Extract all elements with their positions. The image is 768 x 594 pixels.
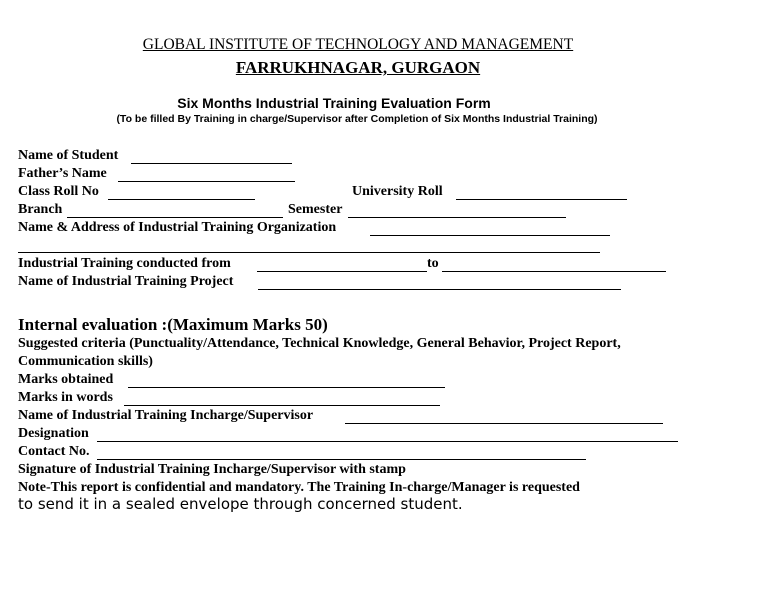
evaluation-heading: Internal evaluation :(Maximum Marks 50) [18,315,328,334]
criteria-text-continued: Communication skills) [18,354,153,369]
marks-words-field[interactable] [124,405,440,406]
class-roll-field[interactable] [108,199,255,200]
marks-obtained-field[interactable] [128,387,445,388]
marks-words-label: Marks in words [18,390,113,405]
conducted-from-field[interactable] [257,271,427,272]
form-title: Six Months Industrial Training Evaluation Form [177,95,491,111]
note-text: Note-This report is confidential and mandatory. The Training In-charge/Manager is requested [18,480,580,495]
criteria-text: Suggested criteria (Punctuality/Attendance, Technical Knowledge, General Behavior, Project Report, [18,336,621,351]
class-roll-label: Class Roll No [18,184,99,199]
project-label: Name of Industrial Training Project [18,274,234,289]
father-name-label: Father’s Name [18,166,107,181]
organization-field-continued[interactable] [18,252,600,253]
organization-label: Name & Address of Industrial Training Organization [18,220,337,235]
note-text-continued: to send it in a sealed envelope through concerned student. [18,495,463,513]
student-name-field[interactable] [131,163,292,164]
student-name-label: Name of Student [18,148,119,163]
conducted-from-label: Industrial Training conducted from [18,256,231,271]
project-field[interactable] [258,289,621,290]
father-name-field[interactable] [118,181,295,182]
institute-location: FARRUKHNAGAR, GURGAON [235,58,481,77]
conducted-to-label: to [427,256,439,271]
form-subtitle: (To be filled By Training in charge/Supervisor after Completion of Six Months Industrial Training) [116,113,598,125]
university-roll-field[interactable] [456,199,627,200]
university-roll-label: University Roll [352,184,443,199]
supervisor-name-field[interactable] [345,423,663,424]
marks-obtained-label: Marks obtained [18,372,114,387]
semester-label: Semester [288,202,343,217]
semester-field[interactable] [348,217,566,218]
contact-label: Contact No. [18,444,90,459]
supervisor-name-label: Name of Industrial Training Incharge/Supervisor [18,408,314,423]
designation-field[interactable] [97,441,678,442]
organization-field[interactable] [370,235,610,236]
institute-name: GLOBAL INSTITUTE OF TECHNOLOGY AND MANAGEMENT [142,36,574,53]
conducted-to-field[interactable] [442,271,666,272]
contact-field[interactable] [97,459,586,460]
signature-label: Signature of Industrial Training Incharge/Supervisor with stamp [18,462,406,477]
branch-field[interactable] [67,217,283,218]
branch-label: Branch [18,202,63,217]
designation-label: Designation [18,426,89,441]
